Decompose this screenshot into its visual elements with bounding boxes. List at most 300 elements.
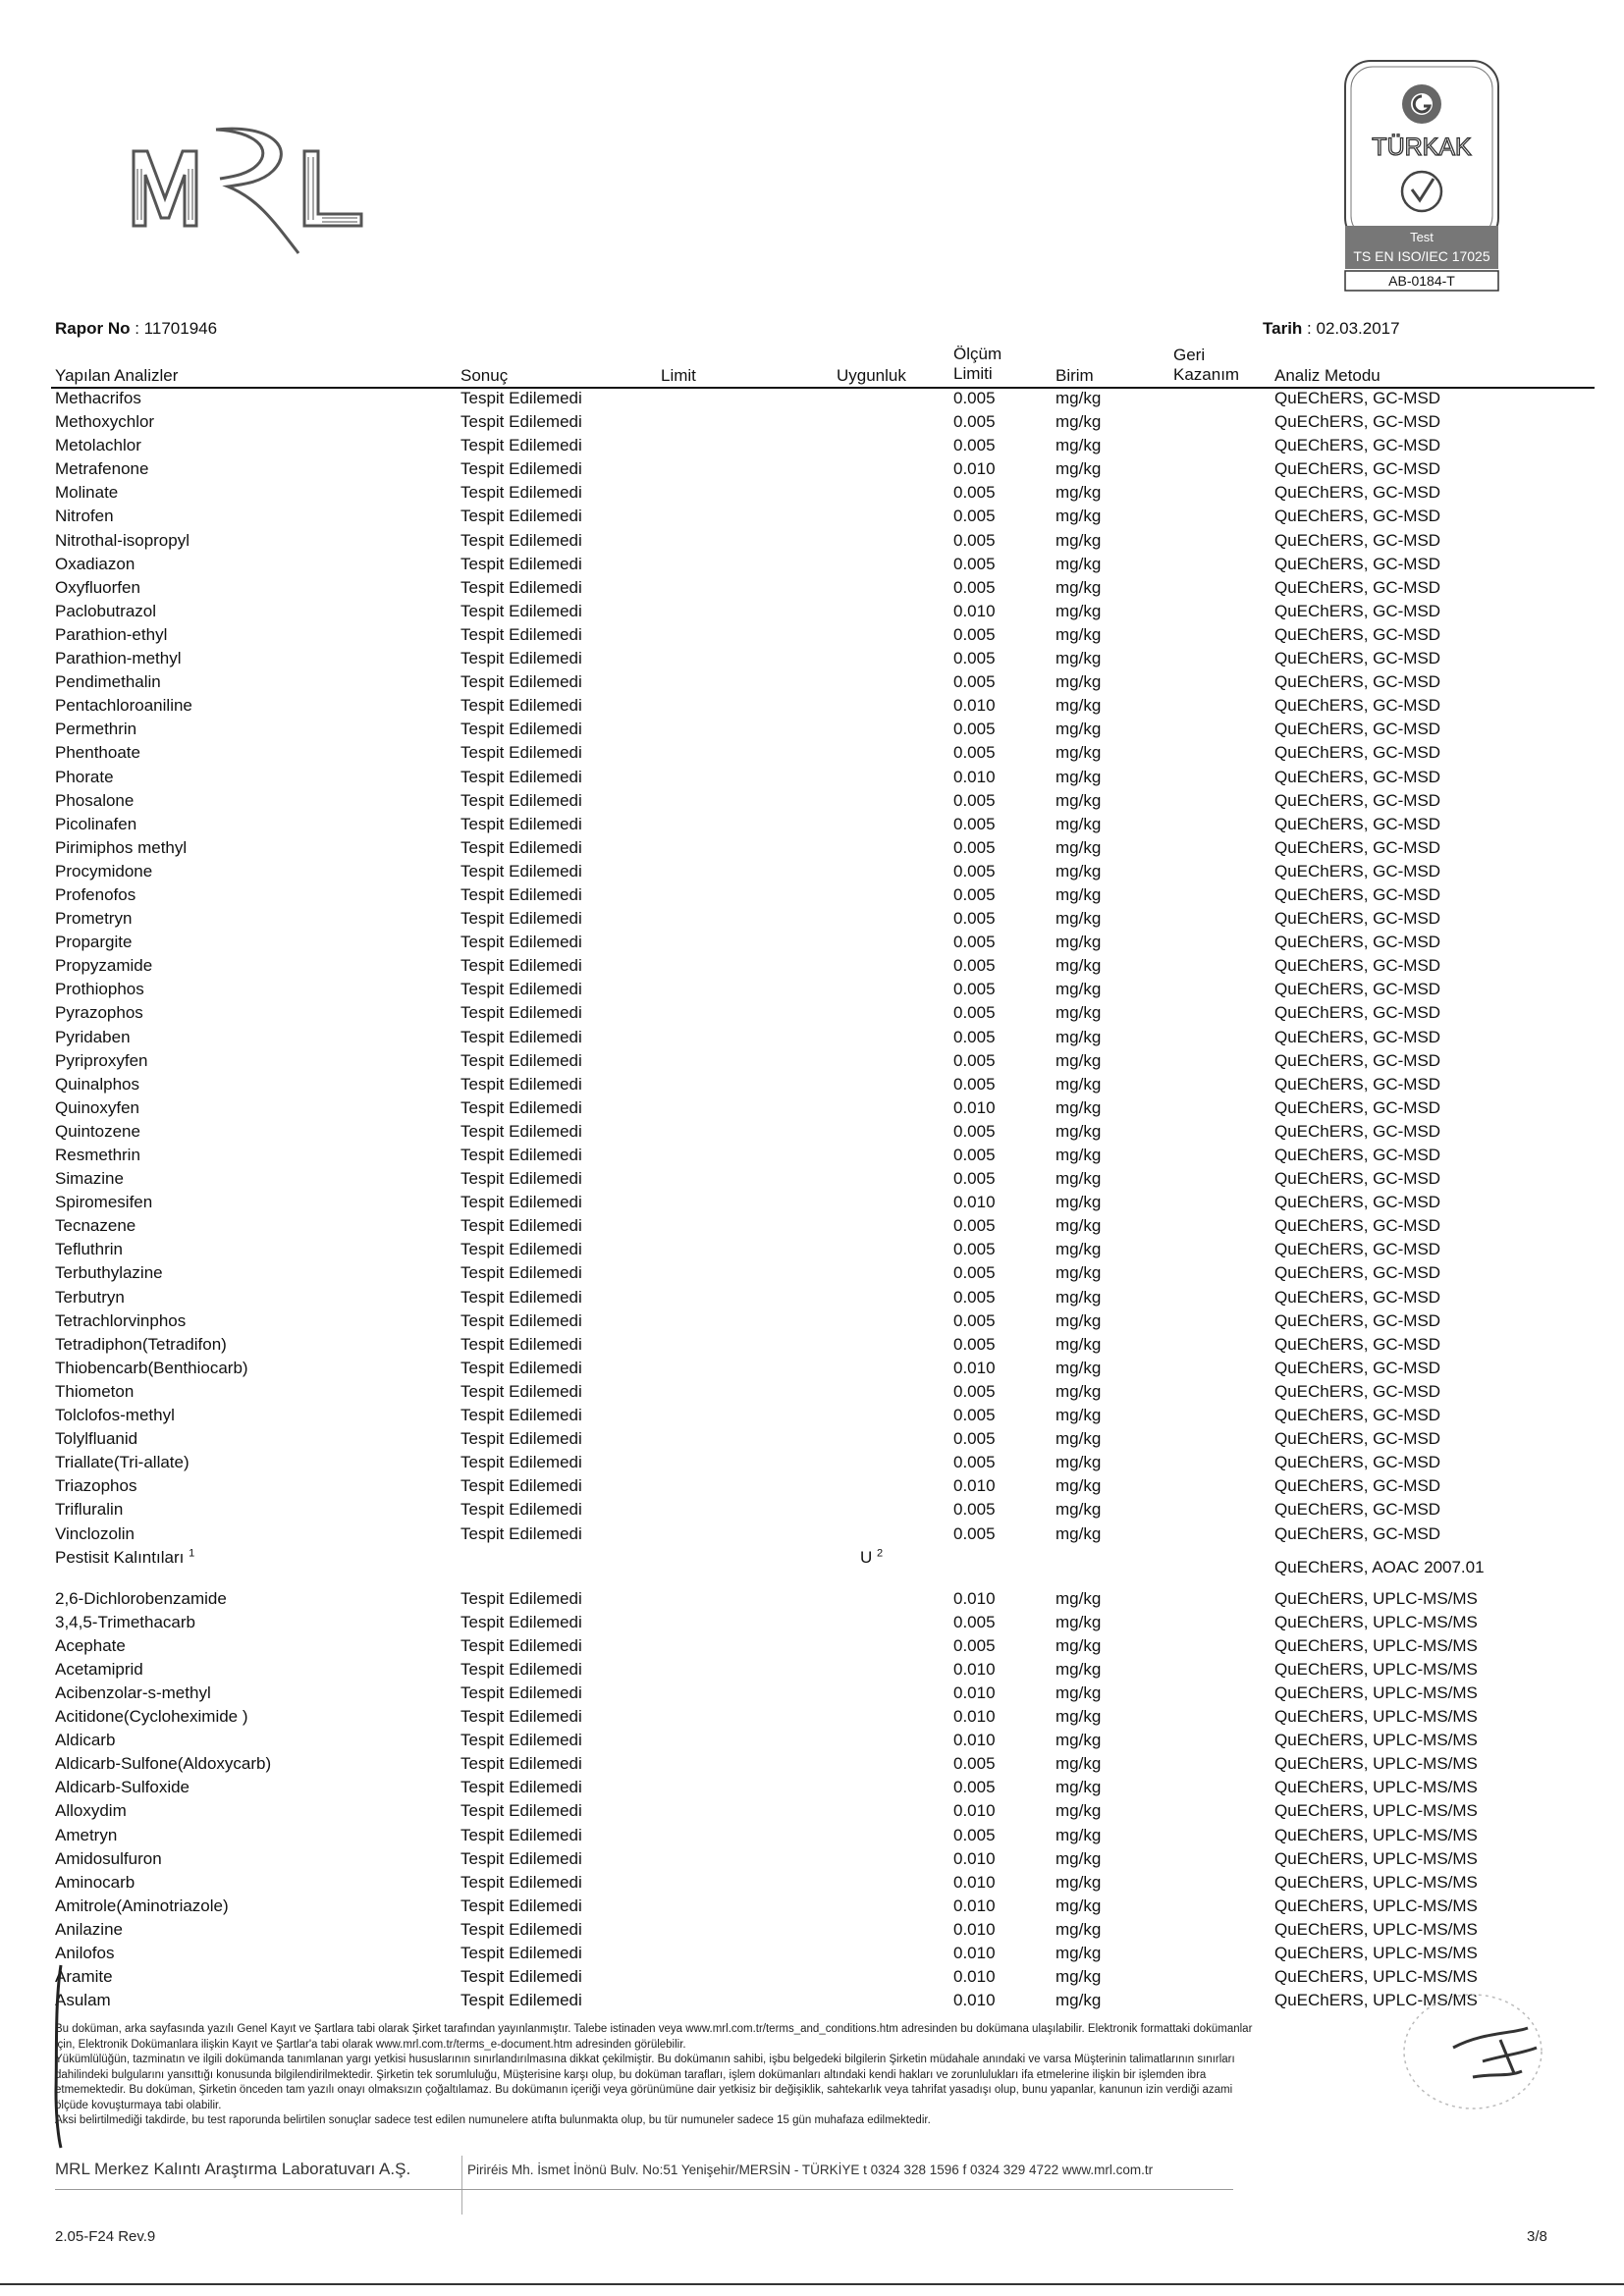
table-row [0,623,1624,647]
loq-cell-text: 0.005 [953,933,996,952]
unit-cell [1056,1847,1101,1871]
loq-cell-text: 0.010 [953,1097,996,1117]
result-cell-text: Tespit Edilemedi [460,1896,582,1915]
result-cell-text: Tespit Edilemedi [460,1825,582,1844]
method-cell-text: QuEChERS, GC-MSD [1274,1287,1441,1307]
table-row [0,741,1624,765]
analyte-name-text: Prometryn [55,909,133,929]
unit-cell-text: mg/kg [1056,1240,1102,1259]
unit-cell [1056,1261,1101,1285]
result-cell-text: Tespit Edilemedi [460,1731,582,1750]
unit-cell-text: mg/kg [1056,1476,1102,1496]
analyte-name [55,1587,227,1611]
method-cell-text: QuEChERS, GC-MSD [1274,1381,1441,1401]
analyte-name [55,1333,227,1357]
result-cell [460,954,582,978]
method-cell-text: QuEChERS, UPLC-MS/MS [1274,1872,1478,1892]
method-cell-text: QuEChERS, GC-MSD [1274,624,1441,644]
method-cell-text: QuEChERS, UPLC-MS/MS [1274,1848,1478,1868]
method-cell [1274,1427,1440,1451]
table-row [0,1096,1624,1120]
result-cell-text: Tespit Edilemedi [460,1919,582,1939]
unit-cell-text: mg/kg [1056,1050,1102,1070]
method-cell-text: QuEChERS, UPLC-MS/MS [1274,1967,1478,1987]
loq-cell-text: 0.005 [953,1825,996,1844]
table-row [0,1705,1624,1729]
analyte-name [55,741,140,765]
accreditation-badge [1339,57,1504,294]
method-cell [1274,766,1440,789]
unit-cell [1056,1705,1101,1729]
result-cell-text: Tespit Edilemedi [460,814,582,833]
method-cell-text: QuEChERS, UPLC-MS/MS [1274,1991,1478,2010]
method-cell-text: QuEChERS, UPLC-MS/MS [1274,1825,1478,1844]
result-cell-text: Tespit Edilemedi [460,1991,582,2010]
result-cell-text: Tespit Edilemedi [460,1169,582,1189]
analyte-name-text: 2,6-Dichlorobenzamide [55,1588,227,1608]
method-cell-text: QuEChERS, UPLC-MS/MS [1274,1754,1478,1774]
loq-cell [953,883,996,907]
unit-cell [1056,1191,1101,1214]
method-cell-text: QuEChERS, GC-MSD [1274,530,1441,550]
unit-cell-text: mg/kg [1056,577,1102,597]
table-row [0,1214,1624,1238]
unit-cell [1056,978,1101,1001]
unit-cell [1056,576,1101,600]
loq-cell [953,529,996,553]
result-cell [460,1705,582,1729]
analyte-name [55,1404,175,1427]
result-cell [460,1073,582,1096]
unit-cell-text: mg/kg [1056,1896,1102,1915]
result-cell [460,1587,582,1611]
method-cell [1274,481,1440,505]
loq-cell-text: 0.005 [953,1050,996,1070]
result-cell [460,1144,582,1167]
column-header-recovery-line2: Kazanım [1173,365,1240,384]
table-row [0,836,1624,860]
result-cell [460,410,582,434]
table-row [0,1427,1624,1451]
result-cell [460,387,582,410]
unit-cell-text: mg/kg [1056,720,1102,739]
unit-cell-text: mg/kg [1056,909,1102,929]
loq-cell-text: 0.010 [953,1848,996,1868]
analyte-name [55,1611,195,1634]
report-number-label: Rapor No [55,319,131,338]
table-row [0,387,1624,410]
method-cell-text: QuEChERS, GC-MSD [1274,577,1441,597]
analyte-name-text: Ametryn [55,1825,118,1844]
analyte-name-text: Terbutryn [55,1287,125,1307]
method-cell [1274,1167,1440,1191]
table-row [0,410,1624,434]
result-cell [460,1799,582,1823]
result-cell-text: Tespit Edilemedi [460,1358,582,1377]
analyte-name [55,1049,147,1073]
result-cell-text: Tespit Edilemedi [460,743,582,763]
unit-cell-text: mg/kg [1056,1358,1102,1377]
unit-cell-text: mg/kg [1056,389,1102,407]
unit-cell [1056,907,1101,931]
result-cell-text: Tespit Edilemedi [460,933,582,952]
unit-cell [1056,1073,1101,1096]
table-row [0,1474,1624,1498]
analyte-name-text: Aminocarb [55,1872,135,1892]
result-cell [460,1895,582,1918]
method-cell-text: QuEChERS, GC-MSD [1274,554,1441,573]
result-cell-text: Tespit Edilemedi [460,389,582,407]
result-cell [460,1096,582,1120]
unit-cell-text: mg/kg [1056,1169,1102,1189]
unit-cell [1056,1824,1101,1847]
table-row [0,1261,1624,1285]
method-cell [1274,1451,1440,1474]
unit-cell [1056,1611,1101,1634]
table-row [0,1001,1624,1025]
analyte-name-text: Pestisit Kalıntıları [55,1547,185,1567]
loq-cell-text: 0.010 [953,1707,996,1727]
unit-cell-text: mg/kg [1056,956,1102,976]
result-cell [460,576,582,600]
unit-cell [1056,647,1101,670]
result-cell-text: Tespit Edilemedi [460,1612,582,1631]
unit-cell [1056,434,1101,457]
result-cell-text: Tespit Edilemedi [460,601,582,620]
table-row [0,1824,1624,1847]
analyte-name-text: Pyridaben [55,1027,131,1046]
table-row [0,1942,1624,1965]
analyte-name [55,1705,248,1729]
loq-cell [953,1049,996,1073]
method-cell-text: QuEChERS, UPLC-MS/MS [1274,1919,1478,1939]
analyte-name [55,1427,137,1451]
column-header-unit: Birim [1056,366,1094,385]
loq-cell [953,1752,996,1776]
unit-cell-text: mg/kg [1056,1263,1102,1283]
method-cell-text: QuEChERS, GC-MSD [1274,1169,1441,1189]
analyte-name [55,410,154,434]
loq-cell [953,553,996,576]
table-row [0,1049,1624,1073]
unit-cell-text: mg/kg [1056,459,1102,479]
analyte-name [55,1729,115,1752]
loq-cell [953,1658,996,1682]
result-cell-text: Tespit Edilemedi [460,649,582,668]
disclaimer-line: etmemektedir. Bu doküman, Şirketin önceden tam yazılı onayı olmaksızın çoğaltılamaz. Bu dokümanın içeriği veya görünümüne dair yetkisiz bir değişiklik, sahtekarlık veya tahrifat yasadışı olup, bunu yapanlar, kanunun izin verdiği azami [55,2084,1233,2096]
result-cell [460,741,582,765]
unit-cell [1056,1658,1101,1682]
method-cell-text: QuEChERS, GC-MSD [1274,1193,1441,1212]
loq-cell [953,954,996,978]
result-cell-text: Tespit Edilemedi [460,1310,582,1330]
loq-cell [953,1989,996,2012]
result-cell [460,789,582,813]
loq-cell [953,694,996,718]
analyte-name-text: Tefluthrin [55,1240,123,1259]
footer-divider [461,2156,462,2215]
unit-cell [1056,670,1101,694]
unit-cell-text: mg/kg [1056,743,1102,763]
analyte-name-text: Vinclozolin [55,1523,135,1543]
loq-cell [953,1214,996,1238]
method-cell-text: QuEChERS, GC-MSD [1274,956,1441,976]
method-cell [1274,1073,1440,1096]
loq-cell [953,1965,996,1989]
analyte-name-text: Procymidone [55,861,153,881]
method-cell-text: QuEChERS, AOAC 2007.01 [1274,1557,1485,1576]
result-cell [460,623,582,647]
method-cell-text: QuEChERS, GC-MSD [1274,1406,1441,1425]
method-cell [1274,529,1440,553]
page-number: 3/8 [1527,2228,1547,2245]
unit-cell-text: mg/kg [1056,1944,1102,1962]
table-row [0,694,1624,718]
method-cell-text: QuEChERS, UPLC-MS/MS [1274,1659,1478,1679]
result-cell-text: Tespit Edilemedi [460,1754,582,1774]
result-cell-text: Tespit Edilemedi [460,1381,582,1401]
loq-cell [953,1144,996,1167]
method-cell [1274,1729,1478,1752]
loq-cell [953,1522,996,1546]
analyte-name-text: Tecnazene [55,1216,136,1236]
analyte-name-text: Terbuthylazine [55,1263,163,1283]
analyte-name-text: Quinoxyfen [55,1097,139,1117]
method-cell [1274,1776,1478,1799]
method-cell [1274,1261,1440,1285]
analyte-name [55,387,141,410]
unit-cell [1056,1001,1101,1025]
result-cell-text: Tespit Edilemedi [460,980,582,999]
method-cell [1274,741,1440,765]
unit-cell-text: mg/kg [1056,1731,1102,1750]
unit-cell [1056,1522,1101,1546]
report-number-value: : 11701946 [135,319,218,338]
analyte-name [55,978,144,1001]
unit-cell [1056,836,1101,860]
unit-cell-text: mg/kg [1056,1406,1102,1425]
badge-standard: TS EN ISO/IEC 17025 [1353,248,1490,264]
unit-cell [1056,694,1101,718]
loq-cell [953,766,996,789]
method-cell-text: QuEChERS, GC-MSD [1274,1263,1441,1283]
unit-cell [1056,1404,1101,1427]
method-cell [1274,434,1440,457]
table-row [0,670,1624,694]
analyte-name-text: Phosalone [55,790,135,810]
table-row [0,931,1624,954]
method-cell [1274,1214,1440,1238]
result-cell [460,978,582,1001]
loq-cell [953,623,996,647]
unit-cell-text: mg/kg [1056,1991,1102,2010]
table-row [0,1498,1624,1522]
loq-cell-text: 0.005 [953,1523,996,1543]
method-cell [1274,978,1440,1001]
analyte-name-text: Pendimethalin [55,672,161,692]
result-cell-text: Tespit Edilemedi [460,1801,582,1821]
table-row [0,1191,1624,1214]
analyte-name-text: Amidosulfuron [55,1848,162,1868]
loq-cell-text: 0.005 [953,909,996,929]
method-cell [1274,1286,1440,1309]
loq-cell-text: 0.005 [953,1263,996,1283]
method-cell [1274,457,1440,481]
analyte-name-text: Methoxychlor [55,412,155,432]
analyte-name-text: Anilazine [55,1919,123,1939]
unit-cell-text: mg/kg [1056,436,1102,455]
loq-cell-text: 0.005 [953,389,996,407]
method-cell [1274,1333,1440,1357]
result-cell [460,647,582,670]
unit-cell [1056,387,1101,410]
result-cell-text: Tespit Edilemedi [460,837,582,857]
unit-cell-text: mg/kg [1056,1429,1102,1449]
result-cell [460,1001,582,1025]
analyte-name [55,1026,131,1049]
unit-cell-text: mg/kg [1056,1500,1102,1520]
unit-cell [1056,1587,1101,1611]
analyte-name [55,1238,123,1261]
unit-cell-text: mg/kg [1056,1612,1102,1631]
result-cell-text: Tespit Edilemedi [460,1097,582,1117]
table-row [0,813,1624,836]
table-row [0,1144,1624,1167]
unit-cell-text: mg/kg [1056,1801,1102,1821]
method-cell [1274,789,1440,813]
unit-cell [1056,1096,1101,1120]
unit-cell-text: mg/kg [1056,1381,1102,1401]
method-cell [1274,1096,1440,1120]
result-cell [460,1427,582,1451]
analyte-name [55,883,135,907]
unit-cell [1056,600,1101,623]
report-date-label: Tarih [1263,319,1303,338]
unit-cell [1056,1729,1101,1752]
method-cell-text: QuEChERS, UPLC-MS/MS [1274,1801,1478,1821]
loq-cell [953,670,996,694]
method-cell-text: QuEChERS, GC-MSD [1274,1310,1441,1330]
loq-cell-text: 0.005 [953,1429,996,1449]
analyte-name-text: Trifluralin [55,1500,124,1520]
result-cell [460,529,582,553]
analyte-name [55,457,148,481]
loq-cell [953,1404,996,1427]
method-cell-text: QuEChERS, GC-MSD [1274,1027,1441,1046]
method-cell [1274,1705,1478,1729]
method-cell-text: QuEChERS, GC-MSD [1274,483,1441,503]
loq-cell-text: 0.010 [953,459,996,479]
table-row [0,434,1624,457]
analyte-name [55,529,189,553]
analyte-name-text: Parathion-methyl [55,649,182,668]
method-cell-text: QuEChERS, GC-MSD [1274,1500,1441,1520]
table-row [0,1404,1624,1427]
method-cell [1274,576,1440,600]
analyte-name [55,1918,123,1942]
loq-cell [953,647,996,670]
unit-cell-text: mg/kg [1056,790,1102,810]
result-cell [460,1167,582,1191]
method-cell [1274,600,1440,623]
method-cell-text: QuEChERS, UPLC-MS/MS [1274,1682,1478,1702]
analyte-name [55,1144,140,1167]
analyte-name-text: Methacrifos [55,389,141,407]
table-row [0,1522,1624,1546]
method-cell-text: QuEChERS, GC-MSD [1274,1240,1441,1259]
loq-cell-text: 0.005 [953,1406,996,1425]
result-cell-text: Tespit Edilemedi [460,1967,582,1987]
result-cell [460,1498,582,1522]
unit-cell [1056,1965,1101,1989]
badge-name: TÜRKAK [1372,133,1472,161]
loq-cell-text: 0.010 [953,1682,996,1702]
result-cell [460,1333,582,1357]
unit-cell-text: mg/kg [1056,1967,1102,1987]
unit-cell [1056,1682,1101,1705]
method-cell [1274,907,1440,931]
table-row [0,1286,1624,1309]
result-cell [460,1824,582,1847]
conformity-cell-text: U [860,1547,873,1567]
unit-cell-text: mg/kg [1056,1027,1102,1046]
loq-cell [953,1357,996,1380]
analyte-name [55,1286,125,1309]
analyte-name-text: Aramite [55,1967,113,1987]
result-cell [460,931,582,954]
method-cell [1274,954,1440,978]
unit-cell [1056,766,1101,789]
method-cell [1274,883,1440,907]
loq-cell [953,1286,996,1309]
unit-cell [1056,1167,1101,1191]
method-cell-text: QuEChERS, UPLC-MS/MS [1274,1731,1478,1750]
table-group-row [0,1546,1624,1587]
result-cell-text: Tespit Edilemedi [460,530,582,550]
result-cell [460,1918,582,1942]
loq-cell-text: 0.005 [953,884,996,904]
loq-cell-text: 0.005 [953,1146,996,1164]
method-cell [1274,1611,1478,1634]
analyte-name-text: Thiobencarb(Benthiocarb) [55,1358,248,1377]
analyte-name [55,434,141,457]
column-header-loq-line1: Ölçüm [953,345,1002,363]
loq-cell-text: 0.005 [953,554,996,573]
unit-cell [1056,1498,1101,1522]
analyte-name-text: Tetradiphon(Tetradifon) [55,1334,227,1354]
result-cell-text: Tespit Edilemedi [460,483,582,503]
analyte-name [55,1871,135,1895]
result-cell [460,481,582,505]
unit-cell [1056,1799,1101,1823]
loq-cell-text: 0.005 [953,672,996,692]
loq-cell-text: 0.005 [953,1453,996,1472]
method-cell-text: QuEChERS, GC-MSD [1274,1003,1441,1023]
analyte-name [55,813,136,836]
result-cell [460,1634,582,1658]
result-cell [460,1611,582,1634]
table-row [0,1120,1624,1144]
loq-cell-text: 0.005 [953,720,996,739]
loq-cell-text: 0.005 [953,837,996,857]
result-cell-text: Tespit Edilemedi [460,672,582,692]
loq-cell-text: 0.005 [953,624,996,644]
analyte-name-text: Pirimiphos methyl [55,837,188,857]
analyte-name-text: Phenthoate [55,743,140,763]
loq-cell [953,1918,996,1942]
method-cell [1274,1238,1440,1261]
method-cell [1274,1498,1440,1522]
